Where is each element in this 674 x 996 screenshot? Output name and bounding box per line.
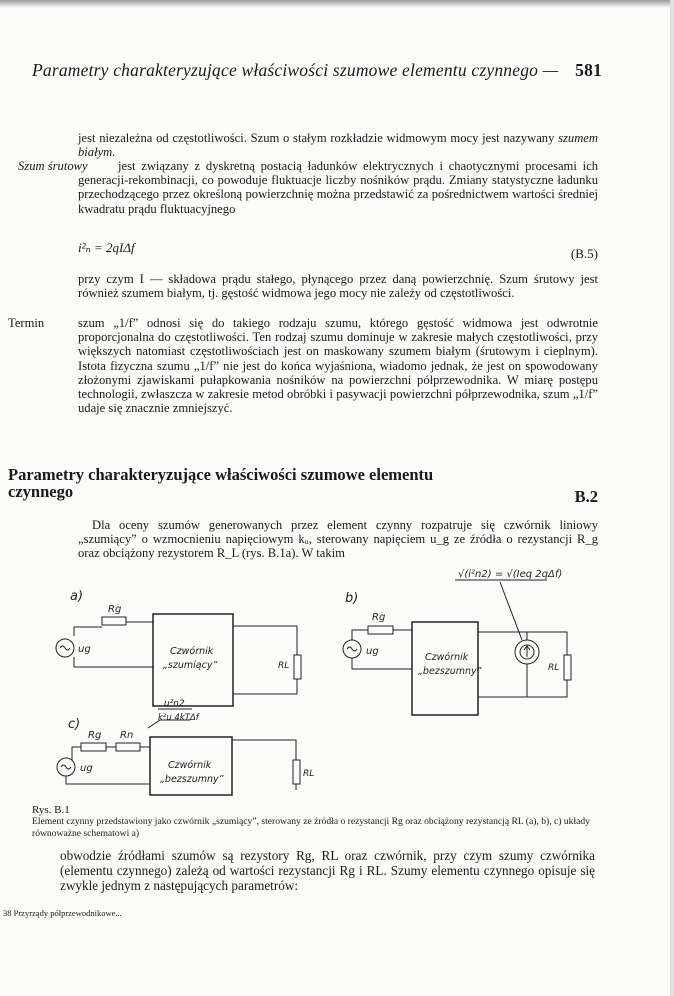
ug-label: ug [78, 644, 91, 655]
circuit-a [56, 589, 301, 706]
ug-label: ug [80, 763, 93, 774]
circuit-b [343, 569, 571, 715]
caption-title: Rys. B.1 [32, 804, 70, 816]
margin-label-termin: Termin [8, 316, 45, 330]
sine-icon [60, 646, 70, 650]
equation-formula: i²ₙ = 2qIΔf [78, 240, 135, 255]
box-label: „bezszumny” [160, 774, 224, 785]
page-number: 581 [575, 60, 602, 80]
rg-label: Rg [372, 612, 386, 623]
rn-label: Rn [120, 730, 134, 741]
paragraph-intro: Dla oceny szumów generowanych przez element czynny rozpatruje się czwórnik liniowy „szumiący” o wzmocnieniu napięciowym kᵤ, sterowany napięciem u_g ze źródła o rezystancji R_g oraz obciążony rezystorem R_L (rys. B.1a). W takim [78, 518, 598, 561]
circuit-a-label: a) [70, 589, 84, 604]
circuit-b-label: b) [345, 591, 359, 606]
rl-label: RL [548, 663, 560, 673]
paragraph-noise-sources: obwodzie źródłami szumów są rezystory Rg, RL oraz czwórnik, przy czym szumy czwórnika (elementu czynnego) zależą od wartości rezystancji Rg i RL. Szumy elementu czynnego opisuje się zwykle jednym z następujących parametrów: [60, 848, 595, 893]
circuit-c-label: c) [68, 717, 81, 732]
formula-label: √(i²n2) = √(Ieq 2qΔf) [458, 569, 563, 580]
rg-label: Rg [88, 730, 102, 741]
circuit-c [57, 699, 314, 795]
section-number: B.2 [574, 487, 598, 506]
formula-numerator: u²n2 [164, 699, 185, 709]
page-footer: 38 Przyrządy półprzewodnikowe... [3, 908, 122, 918]
caption-text: Element czynny przedstawiony jako czwórnik „szumiący”, sterowany ze źródła o rezystancji Rg oraz obciążony rezystancją RL (a), b), c) układy równoważne schematowi a) [32, 816, 590, 839]
equation-number: (B.5) [570, 246, 598, 261]
rg-label: Rg [108, 604, 122, 615]
paragraph-1f-noise: szum „1/f” odnosi się do takiego rodzaju szumu, którego gęstość widmowa jest odwrotnie proporcjonalna do częstotliwości. Ten rodzaj szumu dominuje w zakresie małych częstotliwości, przy większych natomiast częstotliwościach jest on maskowany szumem białym (śrutowym i cieplnym). Istota fizyczna szumu „1/f” nie jest do końca wyjaśniona, wiadomo jednak, że jest on spowodowany złożonymi zjawiskami pułapkowania nośników na powierzchni półprzewodnika. W miarę postępu technologii, zwłaszcza w zakresie metod obróbki i pasywacji powierzchni półprzewodnika, szum „1/f” udaje się znacznie zmniejszyć. [78, 316, 598, 416]
paragraph-shot-noise: jest związany z dyskretną postacią ładunków elektrycznych i chaotycznymi procesami ich generacji-rekombinacji, co powoduje fluktuacje liczby nośników prądu. Zmiany statystyczne ładunku przechodzącego przez określoną powierzchnię można przedstawić za pośrednictwem wartości średniej kwadratu prądu fluktuacyjnego [78, 159, 598, 216]
rl-label: RL [303, 769, 315, 779]
paragraph-text: jest niezależna od częstotliwości. Szum o stałym rozkładzie widmowym mocy jest nazywany [78, 131, 559, 145]
box-label: „bezszumny” [418, 666, 482, 677]
header-title: Parametry charakteryzujące właściwości szumowe elementu czynnego — [32, 60, 559, 80]
section-title-line1: Parametry charakteryzujące właściwości szumowe elementu [8, 465, 434, 484]
box-label: Czwórnik [425, 652, 469, 663]
rl-resistor [294, 655, 301, 679]
ug-label: ug [366, 646, 379, 657]
box-label: „szumiący” [163, 660, 218, 671]
box-label: Czwórnik [170, 646, 214, 657]
paragraph-shot-noise-cont: przy czym I — składowa prądu stałego, płynącego przez daną powierzchnię. Szum śrutowy jest również szumem białym, tj. gęstość widmowa jego mocy nie zależy od częstotliwości. [78, 272, 598, 301]
box-label: Czwórnik [168, 760, 212, 771]
section-title-line2: czynnego [8, 482, 74, 501]
margin-label-shot-noise: Szum śrutowy [18, 159, 88, 173]
rl-label: RL [278, 661, 290, 671]
formula-denominator: k²u 4kTΔf [158, 713, 199, 723]
figure-caption [32, 804, 592, 840]
italic-term: szumem białym. [78, 131, 598, 160]
